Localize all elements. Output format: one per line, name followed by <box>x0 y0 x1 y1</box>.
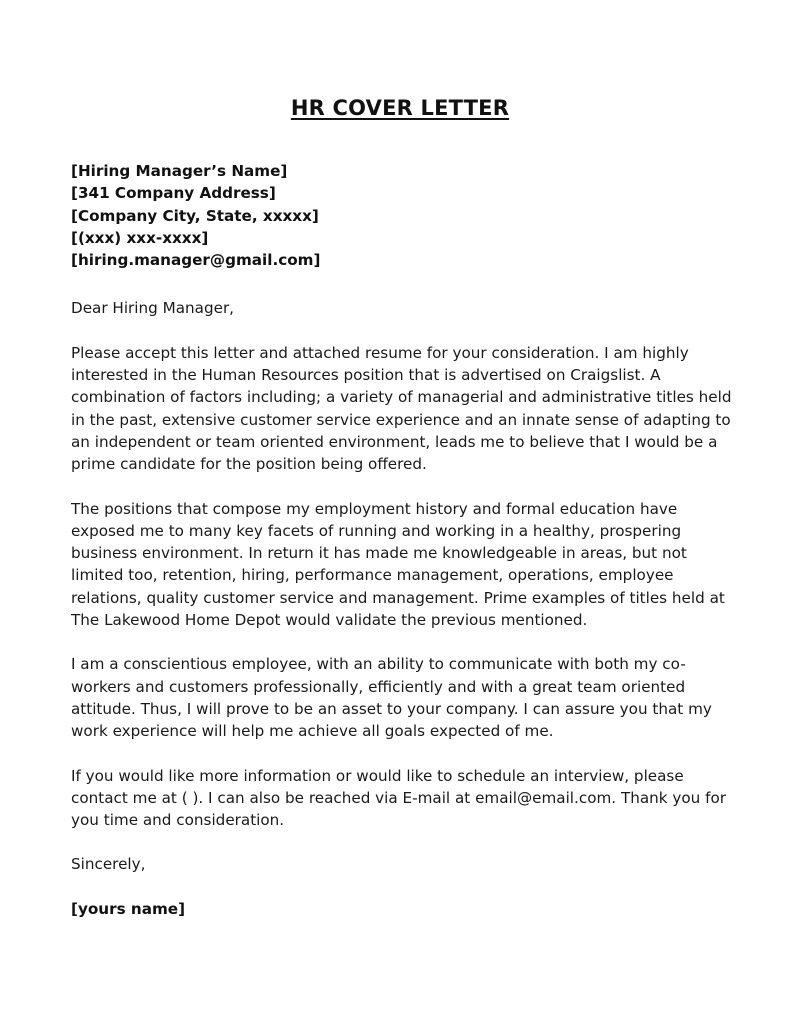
paragraph-line: The Lakewood Home Depot would validate the previous mentioned. <box>71 611 588 630</box>
page-title: HR COVER LETTER <box>290 96 510 120</box>
paragraph-line: attitude. Thus, I will prove to be an asset to your company. I can assure you that my <box>71 699 712 718</box>
paragraph-line: business environment. In return it has made me knowledgeable in areas, but not <box>71 544 687 563</box>
paragraph-line: workers and customers professionally, efficiently and with a great team oriented <box>71 677 686 696</box>
signature-placeholder: [yours name] <box>71 899 186 918</box>
paragraph-line: in the past, extensive customer service experience and an innate sense of adapting to <box>71 410 731 429</box>
recipient-street-address: [341 Company Address] <box>71 184 276 203</box>
paragraph-line: The positions that compose my employment history and formal education have <box>71 499 678 518</box>
recipient-name: [Hiring Manager’s Name] <box>71 162 288 180</box>
recipient-city-state: [Company City, State, xxxxx] <box>71 206 319 225</box>
body-paragraph-4 <box>71 765 743 832</box>
closing: Sincerely, <box>71 855 146 874</box>
body-paragraph-3 <box>71 653 743 742</box>
recipient-phone: [(xxx) xxx-xxxx] <box>71 228 209 247</box>
body-paragraph-1 <box>71 342 743 476</box>
salutation: Dear Hiring Manager, <box>71 299 235 318</box>
paragraph-line: interested in the Human Resources position that is advertised on Craigslist. A <box>71 366 661 385</box>
paragraph-line: Please accept this letter and attached resume for your consideration. I am highly <box>71 343 689 362</box>
paragraph-line: prime candidate for the position being offered. <box>71 455 427 474</box>
paragraph-line: work experience will help me achieve all goals expected of me. <box>71 722 554 741</box>
paragraph-line: I am a conscientious employee, with an ability to communicate with both my co- <box>71 655 686 674</box>
paragraph-line: If you would like more information or would like to schedule an interview, please <box>71 766 684 785</box>
recipient-address-block <box>71 160 743 271</box>
paragraph-line: limited too, retention, hiring, performance management, operations, employee <box>71 566 674 585</box>
paragraph-line: you time and consideration. <box>71 811 285 830</box>
body-paragraph-2 <box>71 498 743 632</box>
paragraph-line: an independent or team oriented environment, leads me to believe that I would be a <box>71 432 718 451</box>
recipient-email: [hiring.manager@gmail.com] <box>71 251 321 270</box>
paragraph-line: relations, quality customer service and management. Prime examples of titles held at <box>71 588 725 607</box>
paragraph-line: contact me at ( ). I can also be reached via E-mail at email@email.com. Thank you for <box>71 788 727 807</box>
paragraph-line: combination of factors including; a variety of managerial and administrative titles held <box>71 388 732 407</box>
letter-body <box>71 160 743 920</box>
paragraph-line: exposed me to many key facets of running and working in a healthy, prospering <box>71 521 682 540</box>
